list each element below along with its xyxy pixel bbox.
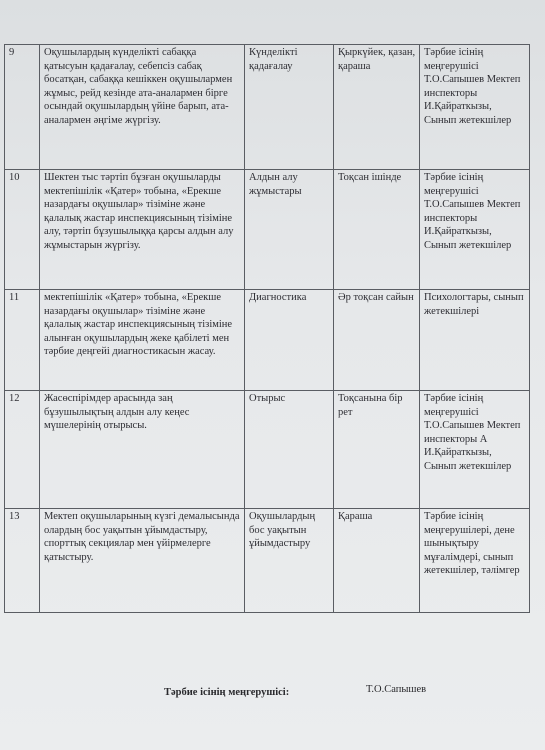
time-cell: Әр тоқсан сайын xyxy=(334,290,420,391)
table-row xyxy=(5,45,530,170)
table-row xyxy=(5,290,530,391)
activity-cell: Мектеп оқушыларының күзгі демалысында олардың бос уақытын ұйымдастыру, спорттық секциялар мен үйірмелерге қатыстыру. xyxy=(40,509,245,613)
activity-cell: мектепішілік «Қатер» тобына, «Ерекше назардағы оқушылар» тізіміне және қалалық жастар инспекциясының тізіміне алынған оқушылардың жеке қабілеті мен тәрбие деңгейі диагностикасын жасау. xyxy=(40,290,245,391)
row-number: 10 xyxy=(5,170,40,290)
activity-cell: Оқушылардың күнделікті сабаққа қатысуын қадағалау, себепсіз сабақ босатқан, сабаққа кешіккен оқушылармен жұмыс, рейд кезінде ата-аналармен бірге осындай оқушылардың үйіне барып, ата-аналармен әңгіме жүргізу. xyxy=(40,45,245,170)
time-cell: Қараша xyxy=(334,509,420,613)
form-cell: Алдын алу жұмыстары xyxy=(245,170,334,290)
signature-label: Тәрбие ісінің меңгерушісі: xyxy=(164,687,290,698)
responsible-cell: Психологтары, сынып жетекшілері xyxy=(420,290,530,391)
signatory-name: Т.О.Сапышев xyxy=(366,684,427,695)
responsible-cell: Тәрбие ісінің меңгерушісі Т.О.Сапышев Мектеп инспекторы И.Қайраткызы, Сынып жетекшілер xyxy=(420,45,530,170)
work-plan-table xyxy=(4,44,530,613)
activity-cell: Жасөспірімдер арасында заң бұзушылықтың алдын алу кеңес мүшелерінің отырысы. xyxy=(40,391,245,509)
table-row xyxy=(5,170,530,290)
row-number: 11 xyxy=(5,290,40,391)
time-cell: Тоқсан ішінде xyxy=(334,170,420,290)
row-number: 13 xyxy=(5,509,40,613)
time-cell: Тоқсанына бір рет xyxy=(334,391,420,509)
responsible-cell: Тәрбие ісінің меңгерушісі Т.О.Сапышев Мектеп инспекторы А И.Қайраткызы, Сынып жетекшілер xyxy=(420,391,530,509)
responsible-cell: Тәрбие ісінің меңгерушілері, дене шынықтыру мұғалімдері, сынып жетекшілер, тәлімгер xyxy=(420,509,530,613)
form-cell: Күнделікті қадағалау xyxy=(245,45,334,170)
form-cell: Оқушылардың бос уақытын ұйымдастыру xyxy=(245,509,334,613)
row-number: 12 xyxy=(5,391,40,509)
form-cell: Диагностика xyxy=(245,290,334,391)
activity-cell: Шектен тыс тәртіп бұзған оқушыларды мектепішілік «Қатер» тобына, «Ерекше назардағы оқушылар» тізіміне және қалалық жастар инспекциясының тізіміне алу, тәртіп бұзушылыққа қарсы алдын алу жұмыстарын жүргізу. xyxy=(40,170,245,290)
time-cell: Қыркүйек, қазан, қараша xyxy=(334,45,420,170)
form-cell: Отырыс xyxy=(245,391,334,509)
table-row xyxy=(5,509,530,613)
responsible-cell: Тәрбие ісінің меңгерушісі Т.О.Сапышев Мектеп инспекторы И.Қайраткызы, Сынып жетекшілер xyxy=(420,170,530,290)
row-number: 9 xyxy=(5,45,40,170)
table-row xyxy=(5,391,530,509)
